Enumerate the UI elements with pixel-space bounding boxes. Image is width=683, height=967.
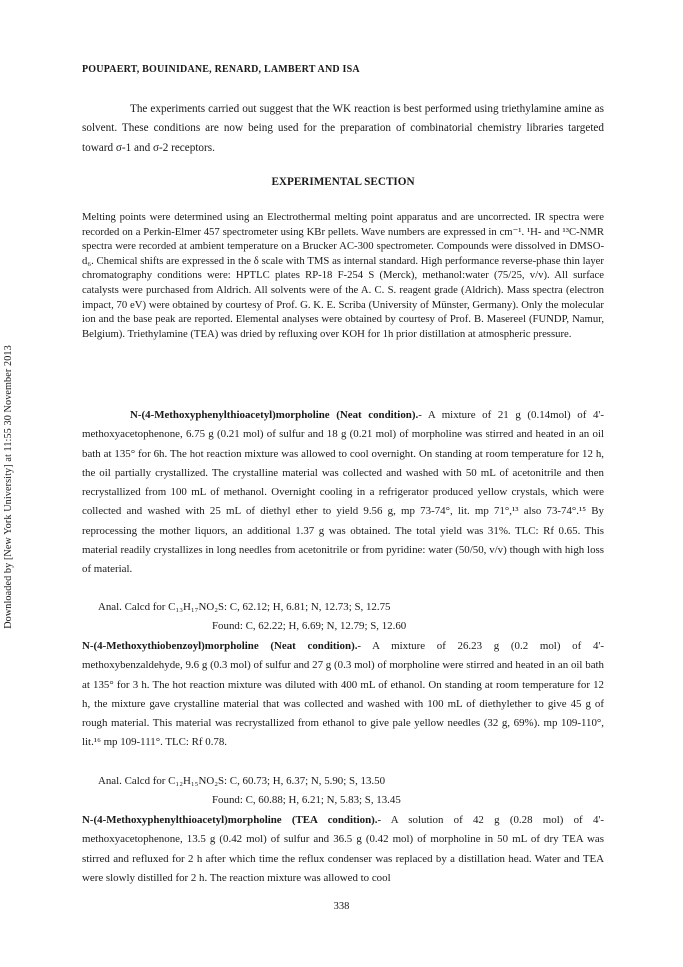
compound2-paragraph xyxy=(82,637,604,753)
compound1-title: N-(4-Methoxyphenylthioacetyl)morpholine (Neat condition). xyxy=(130,409,419,421)
compound3-paragraph xyxy=(82,811,604,888)
compound2-anal-calcd: Anal. Calcd for C₁₂H₁₅NO₂S: C, 60.73; H, 6.37; N, 5.90; S, 13.50 xyxy=(98,775,386,787)
intro-paragraph: The experiments carried out suggest that the WK reaction is best performed using triethylamine amine as solvent. These conditions are now being used for the preparation of combinatorial chemistry libraries targeted toward σ-1 and σ-2 receptors. xyxy=(82,103,604,154)
compound3-body: - A solution of 42 g (0.28 mol) of 4'-methoxyacetophenone, 13.5 g (0.42 mol) of sulfur and 36.5 g (0.42 mol) of morpholine in 50 mL of dry TEA was stirred and refluxed for 2 h after which time the reflux condenser was replaced by a distillation head. Water and TEA were slowly distilled for 2 h. The reaction mixture was allowed to cool xyxy=(82,814,604,884)
download-watermark: Downloaded by [New York University] at 11:55 30 November 2013 xyxy=(3,345,14,629)
compound1-paragraph xyxy=(82,406,604,580)
methods-paragraph: Melting points were determined using an Electrothermal melting point apparatus and are uncorrected. IR spectra were recorded on a Perkin-Elmer 457 spectrometer using KBr pellets. Wave numbers are expressed in cm⁻¹. ¹H- and ¹³C-NMR spectra were recorded at ambient temperature on a Brucker AC-300 spectrometer. Compounds were dissolved in DMSO-d₆. Chemical shifts are expressed in the δ scale with TMS as internal standard. High performance reverse-phase thin layer chromatography conditions were: HPTLC plates RP-18 F-254 S (Merck), methanol:water (75/25, v/v). All surface catalysts were purchased from Aldrich. All solvents were of the A. C. S. reagent grade (Aldrich). Mass spectra (electron impact, 70 eV) were obtained by courtesy of Prof. G. K. E. Scriba (University of Münster, Germany). Only the molecular ion and the base peak are reported. Elemental analyses were obtained by courtesy of Prof. B. Masereel (FUNDP, Namur, Belgium). Triethylamine (TEA) was dried by refluxing over KOH for 1h prior distillation at atmospheric pressure. xyxy=(82,211,604,340)
compound1-analysis xyxy=(82,598,604,637)
page-number: 338 xyxy=(333,901,350,912)
compound2-anal-found: Found: C, 60.88; H, 6.21; N, 5.83; S, 13.45 xyxy=(212,794,401,807)
compound1-anal-calcd: Anal. Calcd for C₁₃H₁₇NO₂S: C, 62.12; H, 6.81; N, 12.73; S, 12.75 xyxy=(98,601,391,613)
compound3-title: N-(4-Methoxyphenylthioacetyl)morpholine (TEA condition). xyxy=(82,814,378,826)
section-heading: EXPERIMENTAL SECTION xyxy=(271,176,415,188)
compound2-analysis xyxy=(82,772,604,811)
compound1-body: - A mixture of 21 g (0.14mol) of 4'-methoxyacetophenone, 6.75 g (0.21 mol) of sulfur and 18 g (0.21 mol) of morpholine was stirred and heated in an oil bath at 135° for 6h. The hot reaction mixture was allowed to cool overnight. On standing at room temperature for 12 h, the oil partially crystallized. The crystalline material was collected and washed with 50 mL of acetonitrile and then recrystallized from 100 mL of methanol. Overnight cooling in a refrigerator produced yellow crystals, which were collected and washed with 25 mL of diethyl ether to yield 9.56 g, mp 73-74°, lit. mp 71°,¹³ also 73-74°.¹⁵ By reprocessing the mother liquors, an additional 1.37 g was obtained. The total yield was 31%. TLC: Rf 0.65. This material readily crystallizes in long needles from acetonitrile or from pyridine: water (50/50, v/v) though with high loss of material. xyxy=(82,409,604,576)
compound1-anal-found: Found: C, 62.22; H, 6.69; N, 12.79; S, 12.60 xyxy=(212,620,407,633)
compound2-body: - A mixture of 26.23 g (0.2 mol) of 4'-methoxybenzaldehyde, 9.6 g (0.3 mol) of sulfur and 27 g (0.3 mol) of morpholine were stirred and heated in an oil bath at 135° for 3 h. The hot reaction mixture was diluted with 400 mL of ethanol. On standing at room temperature for 12 h, the mixture gave crystalline material that was collected and washed with 100 mL of diethylether to give 45 g of rough material. This material was recrystallized from ethanol to give pale yellow needles (32 g, 69%). mp 109-110°, lit.¹⁶ mp 109-111°. TLC: Rf 0.78. xyxy=(82,640,604,749)
compound2-title: N-(4-Methoxythiobenzoyl)morpholine (Neat condition). xyxy=(82,640,358,652)
running-header: POUPAERT, BOUINIDANE, RENARD, LAMBERT AND ISA xyxy=(82,64,360,75)
